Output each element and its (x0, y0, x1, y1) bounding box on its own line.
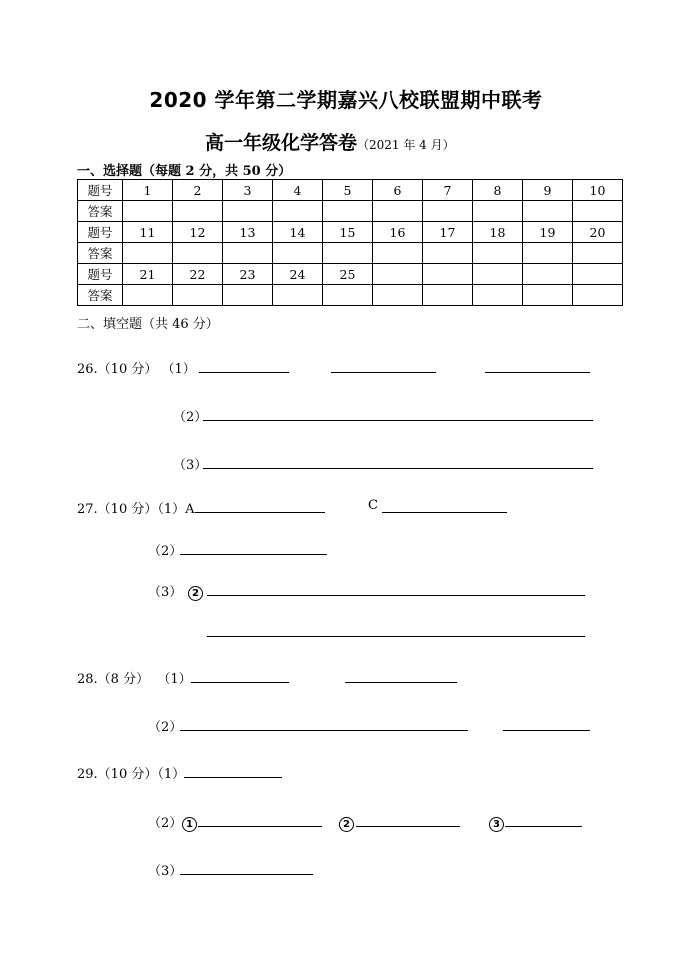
answer-row (78, 243, 623, 264)
question-number-cell: 4 (273, 180, 323, 201)
row-label-answer: 答案 (78, 285, 123, 306)
question-number-cell: 16 (373, 222, 423, 243)
answer-cell[interactable] (473, 285, 523, 306)
question-number-cell: 3 (223, 180, 273, 201)
answer-cell[interactable] (173, 201, 223, 222)
answer-cell[interactable] (523, 243, 573, 264)
number-row (78, 222, 623, 243)
answer-cell[interactable] (373, 285, 423, 306)
question-number-cell: 19 (523, 222, 573, 243)
question-number-cell: 5 (323, 180, 373, 201)
answer-cell[interactable] (473, 201, 523, 222)
question-number-cell: 25 (323, 264, 373, 285)
subtitle-date: （2021 年 4 月） (357, 138, 455, 152)
q26-part2-label: （2） (173, 410, 208, 425)
answer-cell[interactable] (223, 201, 273, 222)
answer-cell[interactable] (323, 243, 373, 264)
answer-cell[interactable] (373, 243, 423, 264)
answer-row (78, 285, 623, 306)
answer-cell[interactable] (423, 243, 473, 264)
answer-cell[interactable] (423, 285, 473, 306)
q29-2-blank-1[interactable] (198, 826, 322, 827)
q28-2-blank-a[interactable] (180, 730, 468, 731)
question-number-cell: 12 (173, 222, 223, 243)
question-number-cell: 7 (423, 180, 473, 201)
q26-1-blank-a[interactable] (199, 372, 289, 373)
answer-cell[interactable] (373, 201, 423, 222)
q27-part3-label: （3） (148, 585, 183, 600)
q27-circle-2: 2 (188, 581, 203, 601)
q29-label: 29.（10 分）（1） (77, 767, 186, 782)
number-row (78, 264, 623, 285)
question-number-cell: 20 (573, 222, 623, 243)
subtitle-main: 高一年级化学答卷 (205, 132, 358, 154)
row-label-number: 题号 (78, 264, 123, 285)
q29-circle-3: 3 (489, 812, 504, 832)
answer-cell[interactable] (273, 201, 323, 222)
section2-heading: 二、填空题（共 46 分） (77, 317, 219, 332)
question-number-cell: 8 (473, 180, 523, 201)
question-number-cell: 15 (323, 222, 373, 243)
answer-cell[interactable] (523, 201, 573, 222)
q29-2-blank-3[interactable] (505, 826, 582, 827)
q28-part2-label: （2） (148, 720, 183, 735)
question-number-cell (573, 264, 623, 285)
question-number-cell: 6 (373, 180, 423, 201)
row-label-number: 题号 (78, 222, 123, 243)
q29-circle-1: 1 (182, 812, 197, 832)
q29-2-blank-2[interactable] (356, 826, 460, 827)
question-number-cell: 11 (123, 222, 173, 243)
answer-cell[interactable] (273, 285, 323, 306)
q26-1-blank-b[interactable] (331, 372, 436, 373)
q27-2-blank[interactable] (180, 554, 327, 555)
answer-row (78, 201, 623, 222)
row-label-answer: 答案 (78, 243, 123, 264)
q29-part3-label: （3） (148, 864, 183, 879)
q28-label: 28.（8 分） （1） (77, 672, 192, 687)
question-number-cell: 24 (273, 264, 323, 285)
question-number-cell: 22 (173, 264, 223, 285)
q29-circle-2: 2 (339, 812, 354, 832)
q27-1-blank-c[interactable] (382, 512, 507, 513)
answer-cell[interactable] (123, 201, 173, 222)
q28-1-blank-b[interactable] (345, 682, 457, 683)
q27-3-blank-b[interactable] (207, 636, 585, 637)
question-number-cell: 10 (573, 180, 623, 201)
page-subtitle (205, 128, 455, 155)
question-number-cell: 14 (273, 222, 323, 243)
answer-cell[interactable] (573, 243, 623, 264)
q28-2-blank-b[interactable] (503, 730, 590, 731)
question-number-cell: 21 (123, 264, 173, 285)
answer-cell[interactable] (323, 285, 373, 306)
question-number-cell: 9 (523, 180, 573, 201)
q26-part3-label: （3） (173, 458, 208, 473)
answer-cell[interactable] (323, 201, 373, 222)
q26-3-blank[interactable] (203, 468, 593, 469)
answer-cell[interactable] (173, 243, 223, 264)
answer-cell[interactable] (223, 243, 273, 264)
answer-cell[interactable] (123, 285, 173, 306)
answer-cell[interactable] (523, 285, 573, 306)
question-number-cell: 13 (223, 222, 273, 243)
row-label-answer: 答案 (78, 201, 123, 222)
page-title: 2020 学年第二学期嘉兴八校联盟期中联考 (149, 88, 543, 112)
answer-cell[interactable] (123, 243, 173, 264)
q27-c-label: C (368, 498, 378, 513)
question-number-cell: 18 (473, 222, 523, 243)
answer-table (77, 179, 623, 306)
q26-label: 26.（10 分） （1） (77, 362, 196, 377)
q27-3-blank-a[interactable] (207, 595, 585, 596)
question-number-cell (523, 264, 573, 285)
question-number-cell: 1 (123, 180, 173, 201)
q29-part2-label: （2） (148, 816, 183, 831)
answer-cell[interactable] (573, 285, 623, 306)
question-number-cell (423, 264, 473, 285)
q27-part2-label: （2） (148, 544, 183, 559)
q27-label: 27.（10 分）（1）A (77, 502, 195, 517)
answer-cell[interactable] (573, 201, 623, 222)
question-number-cell: 17 (423, 222, 473, 243)
answer-cell[interactable] (423, 201, 473, 222)
q26-1-blank-c[interactable] (485, 372, 590, 373)
row-label-number: 题号 (78, 180, 123, 201)
q27-1-blank-a[interactable] (195, 512, 325, 513)
question-number-cell: 23 (223, 264, 273, 285)
answer-cell[interactable] (223, 285, 273, 306)
q28-1-blank-a[interactable] (191, 682, 289, 683)
question-number-cell: 2 (173, 180, 223, 201)
question-number-cell (373, 264, 423, 285)
q29-1-blank[interactable] (184, 777, 282, 778)
question-number-cell (473, 264, 523, 285)
answer-cell[interactable] (473, 243, 523, 264)
q26-2-blank[interactable] (203, 420, 593, 421)
answer-cell[interactable] (173, 285, 223, 306)
q29-3-blank[interactable] (180, 874, 313, 875)
section1-heading: 一、选择题（每题 2 分，共 50 分） (77, 164, 292, 179)
number-row (78, 180, 623, 201)
answer-cell[interactable] (273, 243, 323, 264)
